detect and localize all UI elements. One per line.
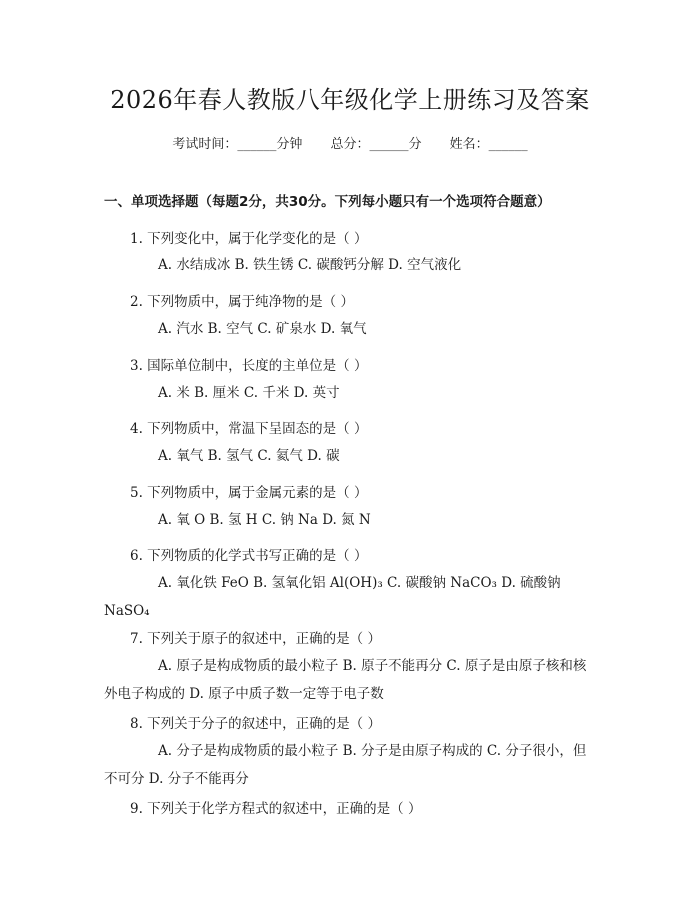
total-score: 总分：______分 <box>330 137 422 152</box>
question-stem: 7. 下列关于原子的叙述中，正确的是（ ） <box>130 631 381 647</box>
question-stem: 1. 下列变化中，属于化学变化的是（ ） <box>130 231 368 247</box>
question-stem: 3. 国际单位制中，长度的主单位是（ ） <box>130 358 368 374</box>
question-stem: 5. 下列物质中，属于金属元素的是（ ） <box>130 485 368 501</box>
page-title: 2026年春人教版八年级化学上册练习及答案 <box>110 86 590 114</box>
question-options: A. 氧 O B. 氢 H C. 钠 Na D. 氮 N <box>158 512 371 528</box>
question-stem: 6. 下列物质的化学式书写正确的是（ ） <box>130 548 368 564</box>
question-stem: 9. 下列关于化学方程式的叙述中，正确的是（ ） <box>130 801 422 817</box>
question-options: A. 氧气 B. 氢气 C. 氦气 D. 碳 <box>158 448 340 464</box>
question-options: A. 氧化铁 FeO B. 氢氧化铝 Al(OH)₃ C. 碳酸钠 NaCO₃ D. 硫酸钠 NaSO₄ <box>104 575 561 619</box>
student-name: 姓名：______ <box>449 137 528 152</box>
question-options: A. 米 B. 厘米 C. 千米 D. 英寸 <box>158 385 340 401</box>
question-stem: 8. 下列关于分子的叙述中，正确的是（ ） <box>130 716 381 732</box>
question-options: A. 原子是构成物质的最小粒子 B. 原子不能再分 C. 原子是由原子核和核外电子构成的 D. 原子中质子数一定等于电子数 <box>104 658 587 702</box>
exam-meta <box>0 133 700 152</box>
question-options: A. 汽水 B. 空气 C. 矿泉水 D. 氧气 <box>158 321 367 337</box>
question-options: A. 分子是构成物质的最小粒子 B. 分子是由原子构成的 C. 分子很小，但不可分 D. 分子不能再分 <box>104 743 587 787</box>
section-heading: 一、单项选择题（每题2分，共30分。下列每小题只有一个选项符合题意） <box>104 194 551 210</box>
question-stem: 2. 下列物质中，属于纯净物的是（ ） <box>130 294 354 310</box>
question-options: A. 水结成冰 B. 铁生锈 C. 碳酸钙分解 D. 空气液化 <box>158 257 462 273</box>
question-stem: 4. 下列物质中，常温下呈固态的是（ ） <box>130 421 368 437</box>
exam-time: 考试时间：______分钟 <box>172 137 303 152</box>
